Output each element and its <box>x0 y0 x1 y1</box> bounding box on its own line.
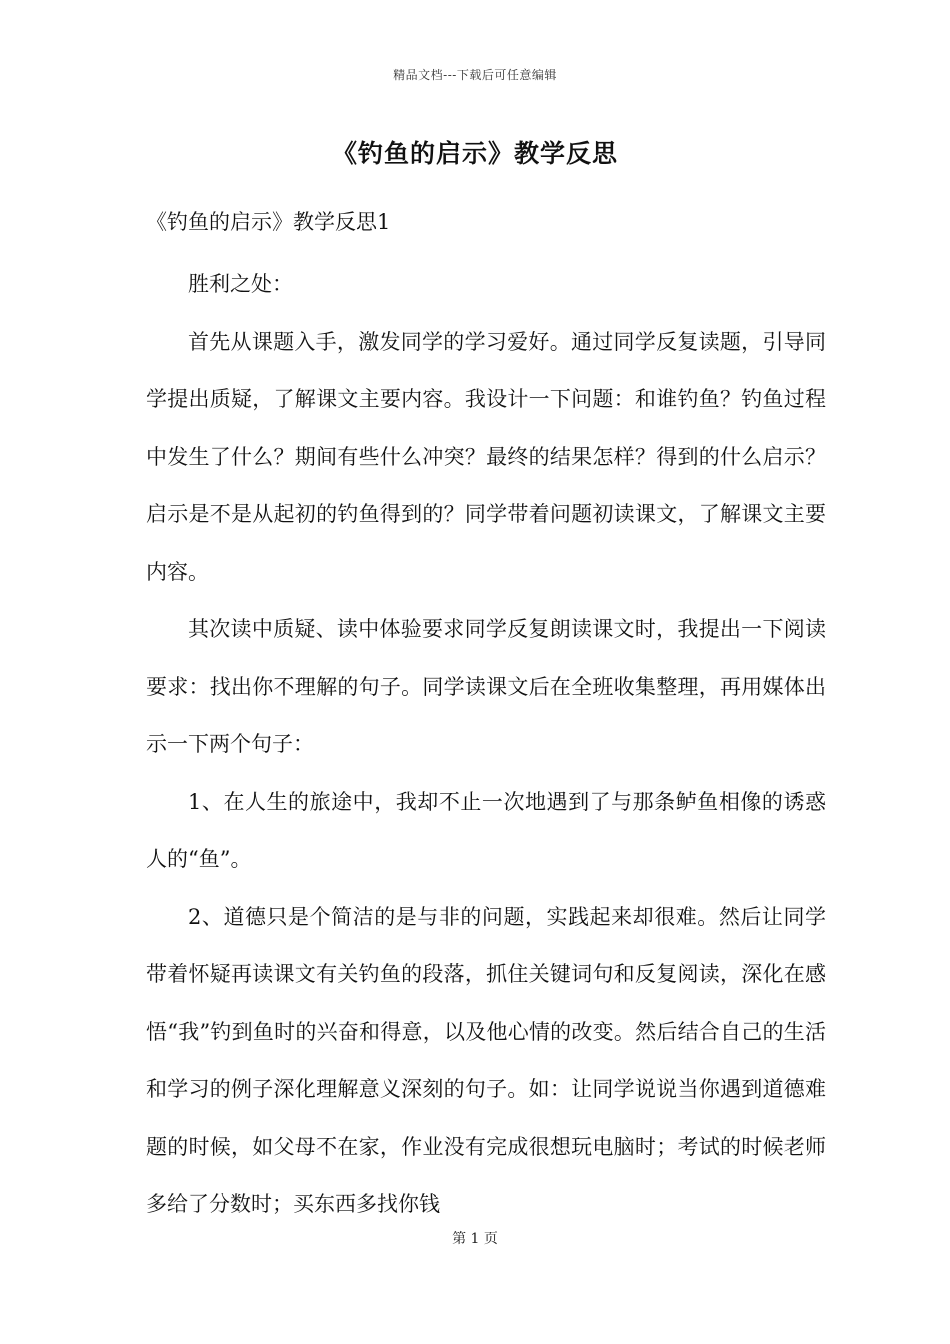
paragraph-4: 2、道德只是个简洁的是与非的问题，实践起来却很难。然后让同学带着怀疑再读课文有关钓鱼的段落，抓住关键词句和反复阅读，深化在感悟“我”钓到鱼时的兴奋和得意，以及他心情的改变。然后结合自己的生活和学习的例子深化理解意义深刻的句子。如：让同学说说当你遇到道德难题的时候，如父母不在家，作业没有完成很想玩电脑时；考试的时候老师多给了分数时；买东西多找你钱 <box>146 904 826 1216</box>
paragraph-2: 其次读中质疑、读中体验要求同学反复朗读课文时，我提出一下阅读要求：找出你不理解的句子。同学读课文后在全班收集整理，再用媒体出示一下两个句子： <box>146 617 826 756</box>
paragraph-3: 1、在人生的旅途中，我却不止一次地遇到了与那条鲈鱼相像的诱惑人的“鱼”。 <box>146 789 826 871</box>
paragraph-1: 首先从课题入手，激发同学的学习爱好。通过同学反复读题，引导同学提出质疑，了解课文主要内容。我设计一下问题：和谁钓鱼？钓鱼过程中发生了什么？期间有些什么冲突？最终的结果怎样？得到的什么启示？启示是不是从起初的钓鱼得到的？同学带着问题初读课文，了解课文主要内容。 <box>146 329 826 584</box>
header-note: 精品文档---下载后可任意编辑 <box>393 68 557 82</box>
paragraph-success-heading: 胜利之处： <box>188 272 293 296</box>
document-title: 《钓鱼的启示》教学反思 <box>331 139 618 168</box>
page-number: 第 1 页 <box>452 1231 498 1247</box>
section-heading: 《钓鱼的启示》教学反思1 <box>146 210 391 234</box>
document-body <box>146 256 826 1234</box>
